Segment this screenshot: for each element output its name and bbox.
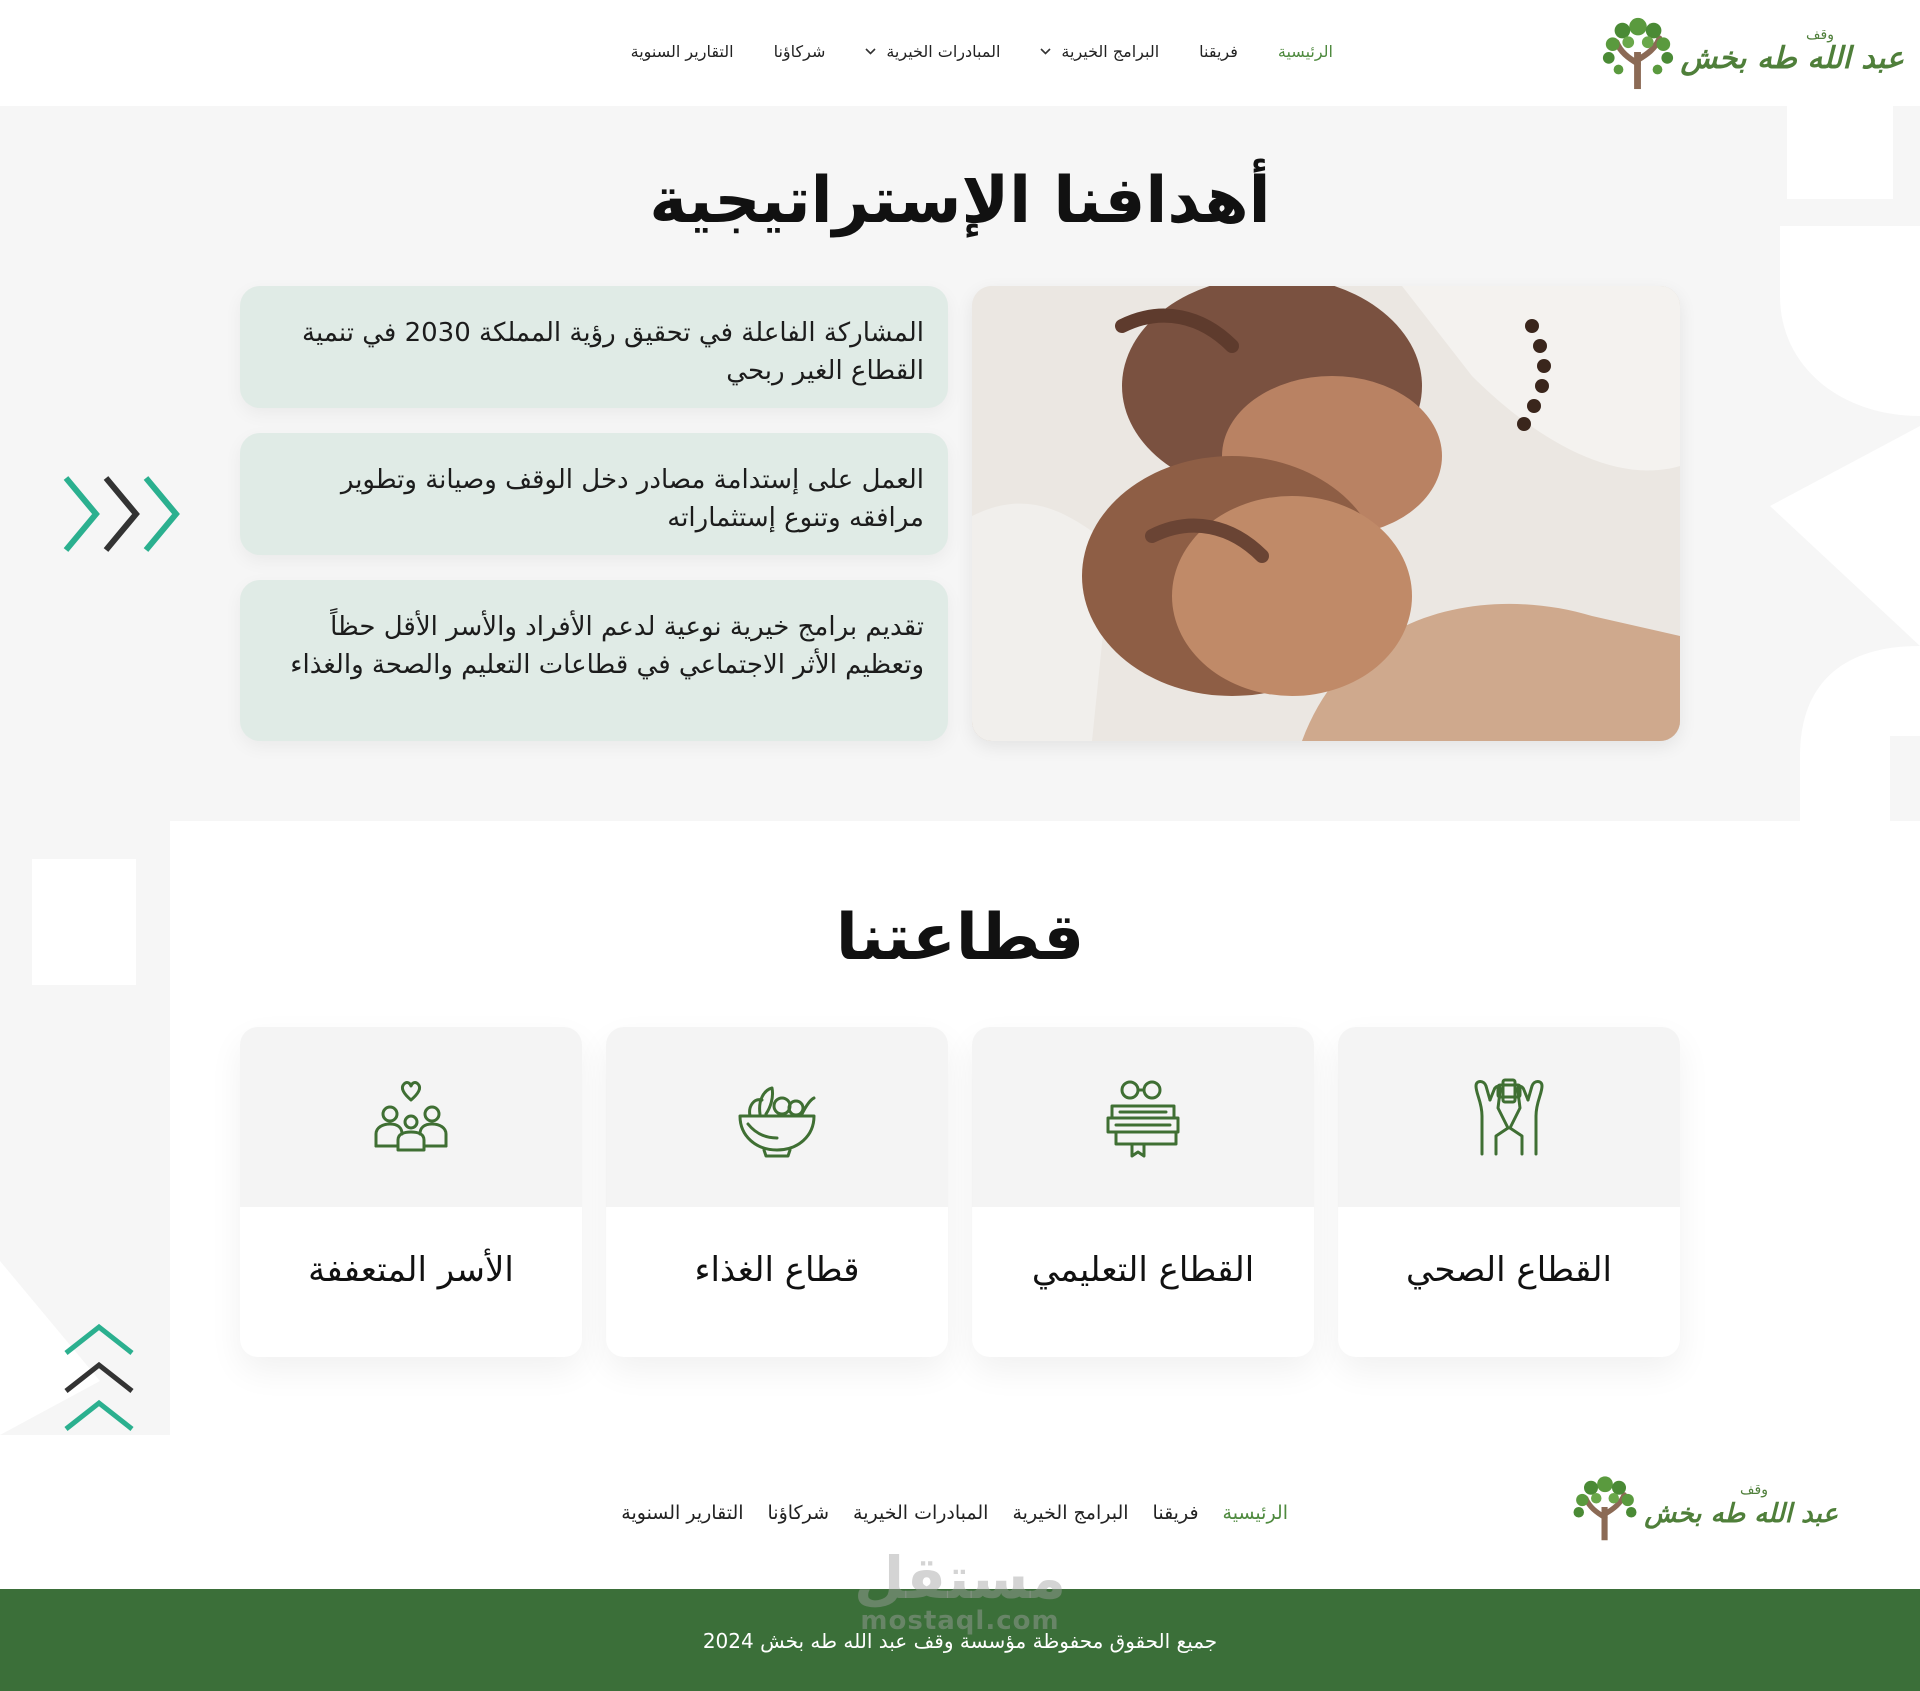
nav-label: المبادرات الخيرية bbox=[886, 42, 1001, 61]
footer-nav-charity-initiatives[interactable]: المبادرات الخيرية bbox=[853, 1502, 989, 1524]
triple-chevron-up-icon bbox=[62, 1321, 136, 1435]
logo-big-text: عبد الله طه بخش bbox=[1644, 1499, 1838, 1529]
goals-title: أهدافنا الإستراتيجية bbox=[649, 164, 1271, 238]
joined-hands-photo bbox=[972, 286, 1680, 741]
watermark-arabic: مستقل bbox=[853, 1544, 1067, 1612]
footer-nav-annual-reports[interactable]: التقارير السنوية bbox=[621, 1502, 744, 1524]
logo-big-text: عبد الله طه بخش bbox=[1680, 41, 1904, 76]
footer-nav bbox=[621, 1502, 1288, 1524]
goal-text: تقديم برامج خيرية نوعية لدعم الأفراد والأسر الأقل حظاً وتعظيم الأثر الاجتماعي في قطاعات التعليم والصحة والغذاء bbox=[290, 612, 924, 680]
sector-card-education[interactable] bbox=[972, 1027, 1314, 1357]
footer-nav-partners[interactable]: شركاؤنا bbox=[767, 1502, 830, 1524]
sector-card-icon-area bbox=[240, 1027, 582, 1207]
footer-nav-home[interactable]: الرئيسية bbox=[1222, 1502, 1288, 1524]
education-books-icon bbox=[1102, 1076, 1184, 1158]
nav-item-home[interactable] bbox=[1278, 42, 1333, 61]
site-logo[interactable] bbox=[1599, 12, 1904, 92]
logo-small-text: وقف bbox=[1740, 1482, 1768, 1498]
logo-text bbox=[1644, 1483, 1838, 1531]
family-heart-icon bbox=[370, 1076, 452, 1158]
footer-nav-team[interactable]: فريقنا bbox=[1152, 1502, 1199, 1524]
food-bowl-icon bbox=[736, 1076, 818, 1158]
sector-card-icon-area bbox=[606, 1027, 948, 1207]
watermark-latin: mostaql.com bbox=[860, 1606, 1060, 1636]
sector-card-icon-area bbox=[972, 1027, 1314, 1207]
sector-label: القطاع الصحي bbox=[1406, 1250, 1612, 1290]
sector-card-health[interactable] bbox=[1338, 1027, 1680, 1357]
footer-logo[interactable] bbox=[1570, 1470, 1838, 1544]
nav-label: الرئيسية bbox=[1277, 42, 1333, 61]
sector-card-icon-area bbox=[1338, 1027, 1680, 1207]
sectors-title: قطاعتنا bbox=[835, 901, 1085, 975]
decor-leaf-shapes bbox=[1750, 226, 1920, 821]
logo-small-text: وقف bbox=[1806, 27, 1834, 43]
sector-card-food[interactable] bbox=[606, 1027, 948, 1357]
health-hands-icon bbox=[1468, 1076, 1550, 1158]
chevron-down-icon bbox=[865, 48, 876, 55]
nav-label: البرامج الخيرية bbox=[1061, 42, 1160, 61]
tree-logo-icon bbox=[1570, 1470, 1640, 1544]
nav-item-charity-programs[interactable] bbox=[1040, 42, 1159, 61]
copyright-text: جميع الحقوق محفوظة مؤسسة وقف عبد الله طه بخش 2024 bbox=[702, 1629, 1218, 1653]
sector-label: قطاع الغذاء bbox=[694, 1250, 860, 1290]
goal-card-1 bbox=[240, 286, 948, 408]
sectors-section bbox=[0, 821, 1920, 1435]
triple-chevron-right-icon bbox=[62, 474, 182, 554]
nav-label: فريقنا bbox=[1199, 42, 1238, 61]
hands-illustration bbox=[972, 286, 1680, 741]
footer-nav-charity-programs[interactable]: البرامج الخيرية bbox=[1012, 1502, 1129, 1524]
site-header bbox=[0, 0, 1920, 106]
sector-label: الأسر المتعففة bbox=[308, 1250, 514, 1290]
chevron-down-icon bbox=[1040, 48, 1051, 55]
sector-card-families[interactable] bbox=[240, 1027, 582, 1357]
nav-item-partners[interactable] bbox=[774, 42, 826, 61]
nav-item-team[interactable] bbox=[1199, 42, 1238, 61]
nav-label: شركاؤنا bbox=[773, 42, 826, 61]
nav-item-charity-initiatives[interactable] bbox=[865, 42, 1000, 61]
goals-section bbox=[0, 106, 1920, 821]
goal-text: المشاركة الفاعلة في تحقيق رؤية المملكة 2030 في تنمية القطاع الغير ربحي bbox=[302, 318, 924, 386]
main-nav bbox=[631, 42, 1333, 61]
tree-logo-icon bbox=[1599, 12, 1677, 92]
logo-text bbox=[1681, 28, 1904, 76]
goal-card-3 bbox=[240, 580, 948, 741]
nav-item-annual-reports[interactable] bbox=[631, 42, 734, 61]
goal-card-2 bbox=[240, 433, 948, 555]
nav-label: التقارير السنوية bbox=[630, 42, 734, 61]
sector-label: القطاع التعليمي bbox=[1031, 1250, 1255, 1290]
watermark bbox=[780, 1544, 1140, 1636]
goal-text: العمل على إستدامة مصادر دخل الوقف وصيانة وتطوير مرافقه وتنوع إستثماراته bbox=[340, 465, 924, 533]
